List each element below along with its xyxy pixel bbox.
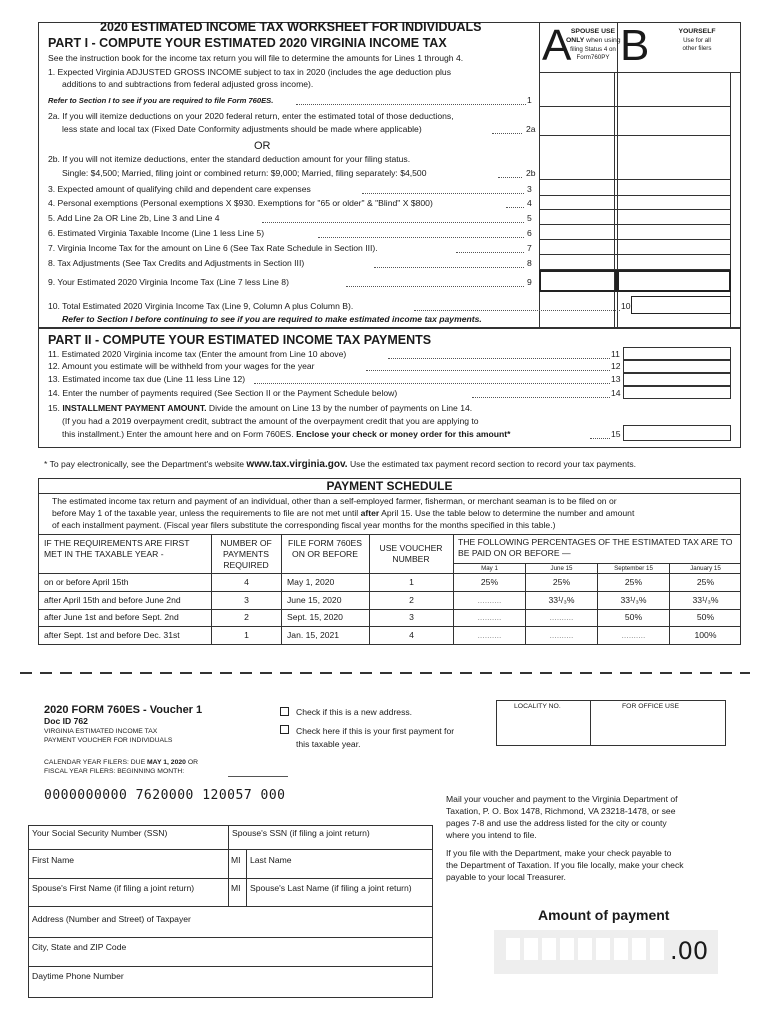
first-name-field[interactable]: First Name	[32, 855, 75, 865]
line1-number: 1	[527, 95, 532, 105]
row-june: ..........	[549, 612, 574, 622]
city-state-zip-field[interactable]: City, State and ZIP Code	[32, 942, 127, 952]
payable-line: payable to your local Treasurer.	[446, 872, 566, 882]
part1-title: PART I - COMPUTE YOUR ESTIMATED 2020 VIRGINIA INCOME TAX	[48, 36, 447, 50]
row-may: ..........	[477, 630, 502, 640]
spouse-first-name-field[interactable]: Spouse's First Name (if filing a joint return)	[32, 883, 195, 893]
payable-line: If you file with the Department, make your check payable to	[446, 848, 672, 858]
row-may: ..........	[477, 595, 502, 605]
row-payments: 3	[244, 595, 249, 605]
table-col-rule	[453, 534, 454, 645]
amount-of-payment-field[interactable]	[494, 930, 718, 974]
address-field[interactable]: Address (Number and Street) of Taxpayer	[32, 914, 191, 924]
amount-cents: .00	[670, 937, 709, 965]
row-september: ..........	[621, 630, 646, 640]
answer-line-5	[540, 224, 730, 225]
line3-number: 3	[527, 184, 532, 194]
row-september: 50%	[624, 612, 643, 622]
line7-number: 7	[527, 243, 532, 253]
line1-text-cont: additions to and subtractions from federal adjusted gross income).	[62, 79, 314, 89]
line11-number: 11	[611, 349, 620, 359]
table-col-rule	[281, 534, 282, 645]
spouse-last-name-field[interactable]: Spouse's Last Name (if filing a joint return)	[250, 883, 412, 893]
row-file-date: June 15, 2020	[287, 595, 342, 605]
column-a-letter: A	[542, 21, 572, 70]
line13-box[interactable]	[623, 373, 731, 386]
header-june: June 15	[550, 565, 573, 572]
answer-line-3	[540, 195, 730, 196]
grid-rule	[28, 937, 433, 938]
leader-dots	[506, 200, 524, 208]
line3-text: 3. Expected amount of qualifying child and dependent care expenses	[48, 184, 311, 194]
amount-digit-box	[542, 938, 556, 960]
row-september: 33¹/₃%	[620, 595, 647, 605]
mail-line: Taxation, P. O. Box 1478, Richmond, VA 23218-1478, or see	[446, 806, 676, 816]
line8-text: 8. Tax Adjustments (See Tax Credits and Adjustments in Section III)	[48, 258, 305, 268]
line4-number: 4	[527, 198, 532, 208]
leader-dots	[374, 260, 524, 268]
amount-digit-box	[524, 938, 538, 960]
leader-dots	[254, 376, 610, 384]
line15-number: 15	[611, 429, 621, 439]
leader-dots	[492, 126, 522, 134]
schedule-title: PAYMENT SCHEDULE	[326, 479, 453, 493]
table-row-rule	[38, 626, 741, 627]
line9-box-b[interactable]	[617, 270, 731, 292]
spouse-ssn-field[interactable]: Spouse's SSN (if filing a joint return)	[232, 828, 370, 838]
line10-box[interactable]	[631, 296, 731, 314]
column-a-line3: Form760PY	[576, 54, 610, 61]
leader-dots	[414, 303, 620, 311]
row-june: 33¹/₃%	[548, 595, 575, 605]
mail-line: pages 7-8 and use the address listed for the city or county	[446, 818, 667, 828]
last-name-field[interactable]: Last Name	[250, 855, 292, 865]
voucher-doc-id: Doc ID 762	[44, 716, 88, 726]
leader-dots	[498, 170, 522, 178]
ssn-field[interactable]: Your Social Security Number (SSN)	[32, 828, 168, 838]
line14-box[interactable]	[623, 386, 731, 399]
amount-digit-box	[596, 938, 610, 960]
voucher-subtitle-2: PAYMENT VOUCHER FOR INDIVIDUALS	[44, 737, 173, 744]
line9-number: 9	[527, 277, 532, 287]
row-voucher: 2	[409, 595, 414, 605]
leader-dots	[262, 215, 524, 223]
line6-text: 6. Estimated Virginia Taxable Income (Line 1 less Line 5)	[48, 228, 265, 238]
leader-dots	[366, 363, 610, 371]
office-use-label: FOR OFFICE USE	[622, 703, 680, 710]
row-june: ..........	[549, 630, 574, 640]
grid-rule	[28, 966, 433, 967]
schedule-paragraph-2: before May 1 of the taxable year, unless the requirements to file are not met until after April 15. Use the table below to determine the number and amount	[52, 508, 635, 518]
first-payment-label-1: Check here if this is your first payment for	[296, 726, 455, 736]
table-top-rule	[38, 534, 741, 535]
header-file-form: FILE FORM 760ES ON OR BEFORE	[287, 538, 363, 559]
row-payments: 4	[244, 577, 249, 587]
line2a-number: 2a	[526, 124, 536, 134]
row-may: ..........	[477, 612, 502, 622]
header-may: May 1	[481, 565, 498, 572]
line10-note: Refer to Section I before continuing to see if you are required to make estimated income tax payments.	[62, 314, 482, 324]
line2a-text-cont: less state and local tax (Fixed Date Conformity adjustments should be made where applicable)	[62, 124, 422, 134]
column-b-letter: B	[620, 21, 650, 70]
row-requirement: after Sept. 1st and before Dec. 31st	[44, 630, 180, 640]
column-b-title: YOURSELF	[678, 28, 716, 35]
line13-number: 13	[611, 374, 621, 384]
row-may: 25%	[480, 577, 499, 587]
line11-box[interactable]	[623, 347, 731, 360]
row-january: 50%	[696, 612, 715, 622]
line8-number: 8	[527, 258, 532, 268]
schedule-paragraph-1: The estimated income tax return and payment of an individual, other than a self-employed farmer, fisherman, or merchant seaman is to be filed on or	[52, 496, 617, 506]
column-header-rule	[539, 72, 741, 73]
row-file-date: Sept. 15, 2020	[287, 612, 343, 622]
line12-box[interactable]	[623, 360, 731, 373]
worksheet-title: 2020 ESTIMATED INCOME TAX WORKSHEET FOR INDIVIDUALS	[100, 20, 482, 34]
row-voucher: 4	[409, 630, 414, 640]
header-number-of-payments: NUMBER OF PAYMENTS REQUIRED	[220, 538, 272, 570]
electronic-payment-note: * To pay electronically, see the Department's website www.tax.virginia.gov. Use the estimated tax payment record section to record your tax payments.	[44, 459, 637, 470]
table-header-rule	[38, 573, 741, 574]
line10-text: 10. Total Estimated 2020 Virginia Income Tax (Line 9, Column A plus Column B).	[48, 301, 354, 311]
line6-number: 6	[527, 228, 532, 238]
leader-dots	[346, 279, 524, 287]
grid-col-rule	[228, 849, 229, 906]
line15-text-cont2: this installment.) Enter the amount here and on Form 760ES. Enclose your check or money order for this amount*	[62, 429, 511, 439]
mail-line: where you intend to file.	[446, 830, 537, 840]
calendar-year-due: CALENDAR YEAR FILERS: DUE MAY 1, 2020 OR	[44, 759, 199, 766]
line12-text: 12. Amount you estimate will be withheld from your wages for the year	[48, 361, 315, 371]
or-label: OR	[254, 140, 271, 152]
answer-line-6	[540, 239, 730, 240]
table-row-rule	[38, 591, 741, 592]
leader-dots	[590, 431, 610, 439]
line2b-text: 2b. If you will not itemize deductions, enter the standard deduction amount for your filing status.	[48, 154, 411, 164]
column-a-line1: ONLY when using	[566, 37, 621, 44]
line2b-number: 2b	[526, 168, 536, 178]
new-address-checkbox[interactable]	[280, 707, 289, 716]
row-june: 25%	[552, 577, 571, 587]
row-payments: 2	[244, 612, 249, 622]
grid-rule	[28, 849, 433, 850]
line11-text: 11. Estimated 2020 Virginia income tax (Enter the amount from Line 10 above)	[48, 349, 347, 359]
leader-dots	[362, 186, 524, 194]
row-january: 33¹/₃%	[692, 595, 719, 605]
leader-dots	[296, 97, 526, 105]
new-address-label: Check if this is a new address.	[296, 707, 413, 717]
line14-text: 14. Enter the number of payments required (See Section II or the Payment Schedule below)	[48, 388, 398, 398]
leader-dots	[472, 390, 610, 398]
grid-col-rule	[228, 825, 229, 849]
answer-line-7	[540, 254, 730, 255]
column-a-title: SPOUSE USE	[570, 28, 616, 35]
amount-digit-box	[506, 938, 520, 960]
row-file-date: Jan. 15, 2021	[287, 630, 340, 640]
answer-line-2a	[540, 135, 730, 136]
line14-number: 14	[611, 388, 621, 398]
line1-note: Refer to Section I to see if you are required to file Form 760ES.	[48, 96, 274, 105]
column-b-line2: other filers	[682, 45, 712, 52]
scanline: 0000000000 7620000 120057 000	[44, 788, 286, 803]
answer-line-2b	[540, 179, 730, 180]
line10-number: 10	[621, 301, 631, 311]
voucher-title: 2020 FORM 760ES - Voucher 1	[44, 704, 203, 716]
phone-field[interactable]: Daytime Phone Number	[32, 971, 124, 981]
fiscal-month-line	[228, 776, 288, 777]
answer-line-4	[540, 209, 730, 210]
row-requirement: after April 15th and before June 2nd	[44, 595, 181, 605]
locality-divider	[590, 700, 591, 746]
first-payment-label-2: this taxable year.	[296, 739, 361, 749]
schedule-paragraph-3: of each installment payment. (Fiscal year filers substitute the corresponding fiscal year months for the months specified in this table.)	[52, 520, 556, 530]
row-file-date: May 1, 2020	[287, 577, 335, 587]
line13-text: 13. Estimated income tax due (Line 11 less Line 12)	[48, 374, 246, 384]
line9-text: 9. Your Estimated 2020 Virginia Income Tax (Line 7 less Line 8)	[48, 277, 289, 287]
amount-digit-box	[632, 938, 646, 960]
grid-rule	[28, 878, 433, 879]
line5-text: 5. Add Line 2a OR Line 2b, Line 3 and Line 4	[48, 213, 220, 223]
row-requirement: after June 1st and before Sept. 2nd	[44, 612, 179, 622]
row-voucher: 1	[409, 577, 414, 587]
column-b-line1: Use for all	[683, 37, 711, 44]
grid-col-rule	[246, 849, 247, 906]
line2b-text-cont: Single: $4,500; Married, filing joint or combined return: $9,000; Married, filing separately: $4,500	[62, 168, 427, 178]
leader-dots	[388, 351, 610, 359]
line4-text: 4. Personal exemptions (Personal exemptions X $930. Exemptions for "65 or older" & "Blind" X $800)	[48, 198, 433, 208]
leader-dots	[318, 230, 524, 238]
row-voucher: 3	[409, 612, 414, 622]
row-requirement: on or before April 15th	[44, 577, 129, 587]
table-row-rule	[38, 609, 741, 610]
line15-text: 15. INSTALLMENT PAYMENT AMOUNT. Divide the amount on Line 13 by the number of payments on Line 14.	[48, 403, 473, 413]
voucher-subtitle-1: VIRGINIA ESTIMATED INCOME TAX	[44, 728, 158, 735]
row-september: 25%	[624, 577, 643, 587]
row-payments: 1	[244, 630, 249, 640]
row-january: 25%	[696, 577, 715, 587]
answer-line-1	[540, 106, 730, 107]
part2-title: PART II - COMPUTE YOUR ESTIMATED INCOME TAX PAYMENTS	[48, 333, 432, 347]
header-requirements: IF THE REQUIREMENTS ARE FIRST MET IN THE TAXABLE YEAR -	[44, 538, 190, 559]
header-voucher-number: USE VOUCHER NUMBER	[379, 543, 443, 564]
column-a-line2: filing Status 4 on	[570, 46, 616, 53]
grid-rule	[28, 906, 433, 907]
line12-number: 12	[611, 361, 621, 371]
amount-digit-box	[560, 938, 574, 960]
header-september: September 15	[614, 565, 653, 572]
header-percentages: THE FOLLOWING PERCENTAGES OF THE ESTIMATED TAX ARE TO BE PAID ON OR BEFORE —	[458, 537, 733, 558]
line2a-text: 2a. If you will itemize deductions on your 2020 federal return, enter the estimated total of those deductions,	[48, 111, 454, 121]
amount-digit-box	[650, 938, 664, 960]
payable-line: the Department of Taxation. If you file locally, make your check	[446, 860, 684, 870]
amount-of-payment-label: Amount of payment	[538, 907, 670, 923]
spouse-middle-initial-field[interactable]: MI	[231, 883, 241, 893]
line15-box[interactable]	[623, 425, 731, 441]
leader-dots	[456, 245, 524, 253]
amount-digit-box	[578, 938, 592, 960]
amount-digit-box	[614, 938, 628, 960]
cut-line	[20, 672, 750, 674]
row-january: 100%	[694, 630, 717, 640]
line15-text-cont: (If you had a 2019 overpayment credit, subtract the amount of the overpayment credit that you are applying to	[62, 416, 479, 426]
header-january: January 15	[690, 565, 721, 572]
line5-number: 5	[527, 213, 532, 223]
line9-box-a[interactable]	[539, 270, 617, 292]
line1-text: 1. Expected Virginia ADJUSTED GROSS INCOME subject to tax in 2020 (includes the age deduction plus	[48, 67, 451, 77]
first-payment-checkbox[interactable]	[280, 725, 289, 734]
locality-label: LOCALITY NO.	[514, 703, 561, 710]
line7-text: 7. Virginia Income Tax for the amount on Line 6 (See Tax Rate Schedule in Section III).	[48, 243, 378, 253]
schedule-title-rule	[38, 493, 741, 494]
part1-instruction: See the instruction book for the income tax return you will file to determine the amounts for Lines 1 through 4.	[48, 53, 464, 63]
middle-initial-field[interactable]: MI	[231, 855, 241, 865]
mail-line: Mail your voucher and payment to the Virginia Department of	[446, 794, 678, 804]
fiscal-year-label: FISCAL YEAR FILERS: BEGINNING MONTH:	[44, 768, 185, 775]
